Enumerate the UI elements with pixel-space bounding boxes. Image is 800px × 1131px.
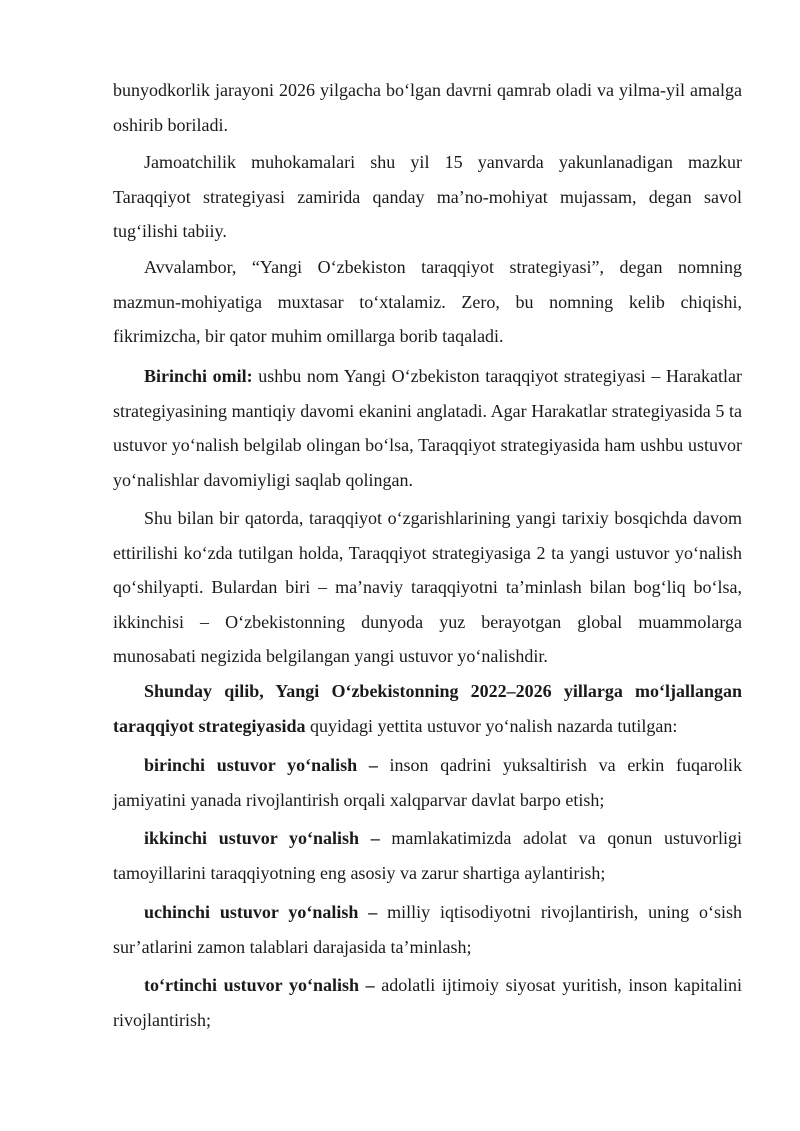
paragraph-text: adolatli ijtimoiy siyosat yuritish, inson kapitalini rivojlantirish;: [113, 975, 742, 1030]
paragraph-text: Jamoatchilik muhokamalari shu yil 15 yanvarda yakunlanadigan mazkur Taraqqiyot strategiyasi zamirida qanday ma’no-mohiyat mujassam, degan savol tug‘ilishi tabiiy.: [113, 152, 742, 241]
paragraph-first-factor: [113, 359, 742, 497]
paragraph-public-discussion: [113, 145, 742, 249]
direction-item-3: [113, 895, 742, 964]
paragraph-seven-directions: [113, 674, 742, 743]
paragraph-name-meaning: [113, 250, 742, 354]
paragraph-intro-continuation: [113, 73, 742, 142]
paragraph-text: ushbu nom Yangi O‘zbekiston taraqqiyot strategiyasi – Harakatlar strategiyasining mantiqiy davomi ekanini anglatadi. Agar Harakatlar strategiyasida 5 ta ustuvor yo‘nalish belgilab olingan bo‘lsa, Taraqqiyot strategiyasida ham ushbu ustuvor yo‘nalishlar davomiyligi saqlab qolingan.: [113, 366, 742, 490]
paragraph-text: quyidagi yettita ustuvor yo‘nalish nazarda tutilgan:: [305, 715, 678, 736]
paragraph-text: bunyodkorlik jarayoni 2026 yilgacha bo‘lgan davrni qamrab oladi va yilma-yil amalga oshirib boriladi.: [113, 80, 742, 135]
direction-item-4: [113, 968, 742, 1037]
paragraph-lead: Birinchi omil:: [144, 366, 253, 386]
direction-item-2: [113, 821, 742, 890]
paragraph-lead: ikkinchi ustuvor yo‘nalish –: [144, 828, 380, 848]
paragraph-text: inson qadrini yuksaltirish va erkin fuqarolik jamiyatini yanada rivojlantirish orqali xalqparvar davlat barpo etish;: [113, 755, 742, 810]
paragraph-lead: birinchi ustuvor yo‘nalish –: [144, 755, 378, 775]
paragraph-text: Avvalambor, “Yangi O‘zbekiston taraqqiyot strategiyasi”, degan nomning mazmun-mohiyatiga muxtasar to‘xtalamiz. Zero, bu nomning kelib chiqishi, fikrimizcha, bir qator muhim omillarga borib taqaladi.: [113, 257, 742, 346]
paragraph-text: milliy iqtisodiyotni rivojlantirish, uning o‘sish sur’atlarini zamon talablari darajasida ta’minlash;: [113, 902, 742, 957]
paragraph-text: Shu bilan bir qatorda, taraqqiyot o‘zgarishlarining yangi tarixiy bosqichda davom ettirilishi ko‘zda tutilgan holda, Taraqqiyot strategiyasiga 2 ta yangi ustuvor yo‘nalish qo‘shilyapti. Bulardan biri – ma’naviy taraqqiyotni ta’minlash bilan bog‘liq bo‘lsa, ikkinchisi – O‘zbekistonning dunyoda yuz berayotgan global muammolarga munosabati negizida belgilangan yangi ustuvor yo‘nalishdir.: [113, 508, 742, 666]
paragraph-new-directions: [113, 501, 742, 674]
paragraph-lead: to‘rtinchi ustuvor yo‘nalish –: [144, 975, 375, 995]
paragraph-text: mamlakatimizda adolat va qonun ustuvorligi tamoyillarini taraqqiyotning eng asosiy va zarur shartiga aylantirish;: [113, 828, 742, 883]
direction-item-1: [113, 748, 742, 817]
paragraph-lead: Shunday qilib, Yangi O‘zbekistonning 2022–2026 yillarga mo‘ljallangan taraqqiyot strategiyasida: [113, 681, 742, 736]
paragraph-lead: uchinchi ustuvor yo‘nalish –: [144, 902, 378, 922]
